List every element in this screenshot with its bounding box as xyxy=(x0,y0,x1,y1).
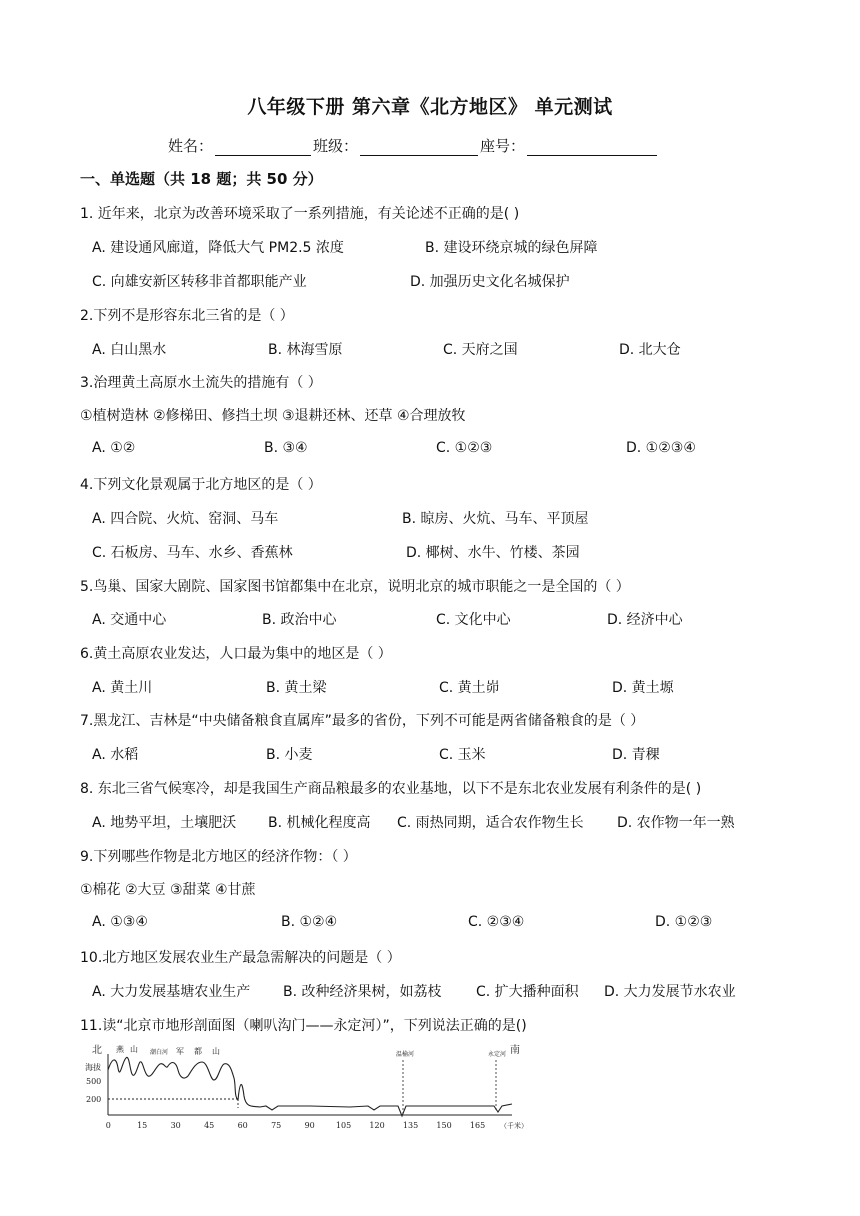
question-stem: 4.下列文化景观属于北方地区的是（ ） xyxy=(80,477,322,493)
question-stem: 1. 近年来，北京为改善环境采取了一系列措施，有关论述不正确的是( ) xyxy=(80,206,520,222)
feature-label: 燕 xyxy=(116,1045,124,1054)
option-d[interactable]: D. 青稞 xyxy=(612,747,660,763)
class-label: 班级： xyxy=(313,137,359,155)
x-tick-label: 105 xyxy=(335,1121,352,1130)
option-c[interactable]: C. 玉米 xyxy=(439,747,486,763)
option-a[interactable]: A. 建设通风廊道，降低大气 PM2.5 浓度 xyxy=(92,240,344,256)
option-c[interactable]: C. 文化中心 xyxy=(436,612,511,628)
option-d[interactable]: D. 黄土塬 xyxy=(612,680,674,696)
south-label: 南 xyxy=(510,1045,520,1056)
option-c[interactable]: C. ②③④ xyxy=(468,914,525,930)
question-stem: 3.治理黄土高原水土流失的措施有（ ） xyxy=(80,375,322,391)
question-statements: ①植树造林 ②修梯田、修挡土坝 ③退耕还林、还草 ④合理放牧 xyxy=(80,408,466,424)
option-b[interactable]: B. ③④ xyxy=(264,440,308,456)
terrain-profile-figure xyxy=(80,1040,530,1135)
terrain-profile-line xyxy=(108,1057,512,1116)
feature-label: 军 xyxy=(176,1047,184,1056)
name-label: 姓名： xyxy=(168,137,214,155)
x-tick-label: 165 xyxy=(469,1121,486,1130)
option-c[interactable]: C. 向雄安新区转移非首都职能产业 xyxy=(92,274,307,290)
option-b[interactable]: B. 晾房、火炕、马车、平顶屋 xyxy=(402,511,589,527)
x-tick-label: 45 xyxy=(204,1121,215,1130)
option-a[interactable]: A. ①③④ xyxy=(92,914,148,930)
option-b[interactable]: B. 林海雪原 xyxy=(268,342,343,358)
x-tick-label: 90 xyxy=(304,1121,315,1130)
option-c[interactable]: C. ①②③ xyxy=(436,440,493,456)
option-a[interactable]: A. 四合院、火炕、窑洞、马车 xyxy=(92,511,279,527)
x-tick-label: 75 xyxy=(271,1121,282,1130)
option-b[interactable]: B. 建设环绕京城的绿色屏障 xyxy=(425,240,598,256)
seat-blank[interactable] xyxy=(527,139,657,156)
question-stem: 2.下列不是形容东北三省的是（ ） xyxy=(80,308,294,324)
question-stem: 8. 东北三省气候寒冷，却是我国生产商品粮最多的农业基地，以下不是东北农业发展有利条件的是( ) xyxy=(80,781,702,797)
north-label: 北 xyxy=(92,1045,102,1056)
question-stem: 10.北方地区发展农业生产最急需解决的问题是（ ） xyxy=(80,950,401,966)
question-statements: ①棉花 ②大豆 ③甜菜 ④甘蔗 xyxy=(80,882,256,898)
option-d[interactable]: D. 北大仓 xyxy=(619,342,681,358)
x-tick-label: 150 xyxy=(436,1121,452,1130)
option-c[interactable]: C. 石板房、马车、水乡、香蕉林 xyxy=(92,545,293,561)
feature-label: 山 xyxy=(212,1047,220,1056)
section-heading: 一、单选题（共 18 题；共 50 分） xyxy=(80,170,323,188)
option-b[interactable]: B. 黄土梁 xyxy=(266,680,327,696)
option-c[interactable]: C. 黄土峁 xyxy=(439,680,500,696)
y-tick-label: 500 xyxy=(86,1077,102,1086)
x-tick-label: 0 xyxy=(105,1121,111,1130)
option-d[interactable]: D. 农作物一年一熟 xyxy=(617,815,735,831)
question-stem: 5.鸟巢、国家大剧院、国家图书馆都集中在北京，说明北京的城市职能之一是全国的（ ） xyxy=(80,579,630,595)
x-tick-label: 135 xyxy=(402,1121,419,1130)
option-a[interactable]: A. ①② xyxy=(92,440,136,456)
option-d[interactable]: D. ①②③④ xyxy=(626,440,696,456)
question-stem: 6.黄土高原农业发达，人口最为集中的地区是（ ） xyxy=(80,646,392,662)
option-b[interactable]: B. 改种经济果树，如荔枝 xyxy=(283,984,442,1000)
option-c[interactable]: C. 雨热同期，适合农作物生长 xyxy=(397,815,584,831)
x-tick-label: 15 xyxy=(137,1121,148,1130)
question-stem: 9.下列哪些作物是北方地区的经济作物：（ ） xyxy=(80,849,357,865)
feature-label: 山 xyxy=(130,1045,138,1054)
feature-label: 永定河 xyxy=(488,1051,507,1058)
option-a[interactable]: A. 地势平坦，土壤肥沃 xyxy=(92,815,237,831)
y-tick-label: 200 xyxy=(86,1095,102,1104)
x-tick-label: 60 xyxy=(237,1121,248,1130)
option-b[interactable]: B. 小麦 xyxy=(266,747,313,763)
option-a[interactable]: A. 大力发展基塘农业生产 xyxy=(92,984,251,1000)
feature-label: 都 xyxy=(194,1047,202,1056)
y-axis-label: 海拔 xyxy=(85,1063,101,1072)
option-c[interactable]: C. 天府之国 xyxy=(443,342,518,358)
option-d[interactable]: D. 大力发展节水农业 xyxy=(604,984,736,1000)
feature-label: 温榆河 xyxy=(396,1051,415,1058)
x-tick-labels xyxy=(106,1121,485,1130)
question-stem: 11.读“北京市地形剖面图（喇叭沟门——永定河）”，下列说法正确的是() xyxy=(80,1018,527,1034)
name-blank[interactable] xyxy=(215,139,311,156)
option-a[interactable]: A. 白山黑水 xyxy=(92,342,167,358)
question-stem: 7.黑龙江、吉林是“中央储备粮食直属库”最多的省份，下列不可能是两省储备粮食的是（ ） xyxy=(80,713,645,729)
x-tick-label: 120 xyxy=(369,1121,385,1130)
option-b[interactable]: B. ①②④ xyxy=(281,914,338,930)
option-b[interactable]: B. 政治中心 xyxy=(262,612,337,628)
x-tick-label: 30 xyxy=(170,1121,181,1130)
option-a[interactable]: A. 交通中心 xyxy=(92,612,167,628)
option-d[interactable]: D. 椰树、水牛、竹楼、茶园 xyxy=(406,545,580,561)
option-c[interactable]: C. 扩大播种面积 xyxy=(476,984,579,1000)
seat-label: 座号： xyxy=(480,137,526,155)
option-d[interactable]: D. 经济中心 xyxy=(607,612,683,628)
option-a[interactable]: A. 水稻 xyxy=(92,747,139,763)
option-d[interactable]: D. ①②③ xyxy=(655,914,713,930)
option-d[interactable]: D. 加强历史文化名城保护 xyxy=(410,274,570,290)
option-b[interactable]: B. 机械化程度高 xyxy=(268,815,371,831)
x-axis-unit: （千米） xyxy=(500,1122,528,1130)
option-a[interactable]: A. 黄土川 xyxy=(92,680,153,696)
feature-label: 潮白河 xyxy=(150,1049,169,1056)
class-blank[interactable] xyxy=(360,139,478,156)
student-info-row xyxy=(168,135,659,156)
page-title: 八年级下册 第六章《北方地区》 单元测试 xyxy=(247,96,613,118)
